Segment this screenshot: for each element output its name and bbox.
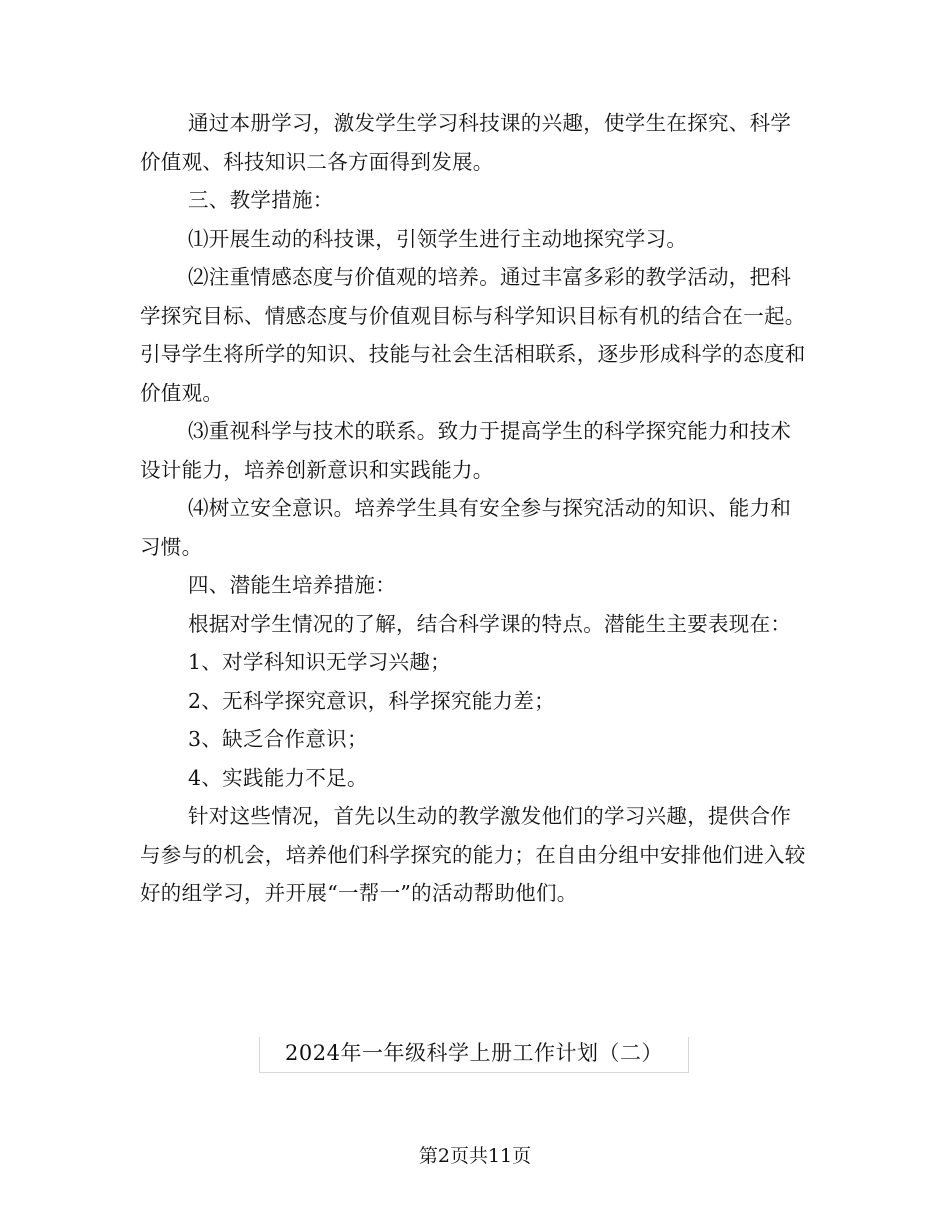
section-heading-potential-students: 四、潜能生培养措施： bbox=[188, 573, 396, 597]
next-section-title: 2024年一年级科学上册工作计划（二） bbox=[285, 1041, 663, 1065]
list-item: 1、对学科知识无学习兴趣； bbox=[188, 650, 451, 674]
list-item: 4、实践能力不足。 bbox=[188, 765, 368, 790]
list-item: 3、缺乏合作意识； bbox=[188, 727, 368, 751]
section-heading-teaching-measures: 三、教学措施： bbox=[188, 188, 334, 212]
measure-1: ⑴开展生动的科技课，引领学生进行主动地探究学习。 bbox=[188, 226, 688, 251]
paragraph-intro: 通过本册学习，激发学生学习科技课的兴趣，使学生在探究、科学价值观、科技知识二各方面得到发展。 bbox=[140, 111, 792, 174]
measure-2: ⑵注重情感态度与价值观的培养。通过丰富多彩的教学活动，把科学探究目标、情感态度与价值观目标与科学知识目标有机的结合在一起。引导学生将所学的知识、技能与社会生活相联系，逐步形成科学的态度和价值观。 bbox=[140, 265, 806, 405]
measure-3: ⑶重视科学与技术的联系。致力于提高学生的科学探究能力和技术设计能力，培养创新意识和实践能力。 bbox=[140, 419, 792, 482]
measure-4: ⑷树立安全意识。培养学生具有安全参与探究活动的知识、能力和习惯。 bbox=[140, 496, 792, 559]
document-body bbox=[140, 104, 810, 913]
paragraph-strategy: 针对这些情况，首先以生动的教学激发他们的学习兴趣，提供合作与参与的机会，培养他们科学探究的能力；在自由分组中安排他们进入较好的组学习，并开展“一帮一”的活动帮助他们。 bbox=[140, 804, 806, 905]
list-item: 2、无科学探究意识，科学探究能力差； bbox=[188, 688, 555, 713]
page-number-footer: 第2页共11页 bbox=[418, 1145, 532, 1167]
paragraph-potential-students: 根据对学生情况的了解，结合科学课的特点。潜能生主要表现在： bbox=[188, 611, 792, 636]
